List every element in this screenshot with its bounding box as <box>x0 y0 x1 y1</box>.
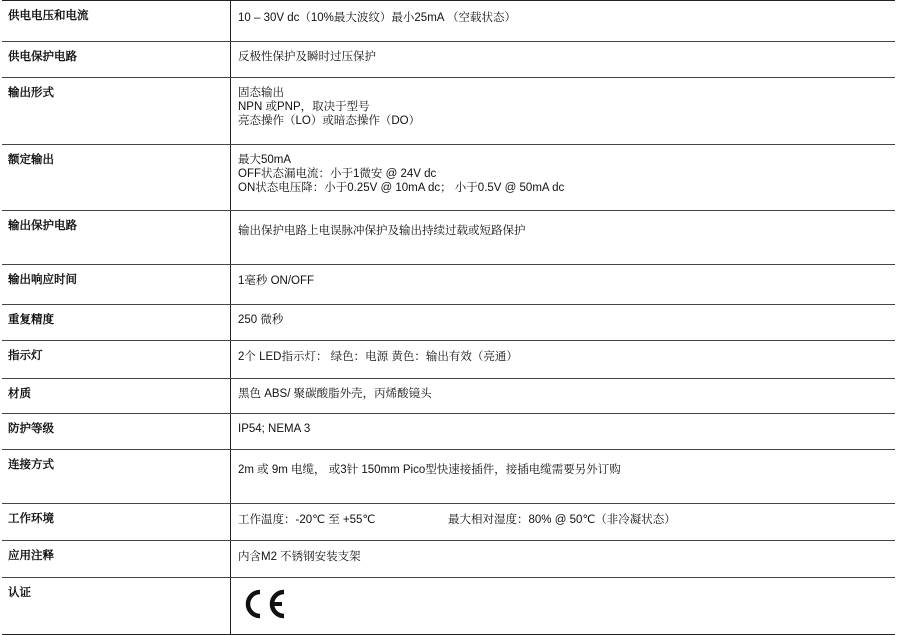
spec-value <box>231 414 896 450</box>
table-row <box>2 265 895 305</box>
table-row <box>2 305 895 341</box>
spec-label: 材质 <box>2 379 231 414</box>
spec-label: 供电电压和电流 <box>2 1 231 42</box>
spec-value <box>231 305 896 341</box>
spec-value-line: 最大50mA <box>238 154 292 166</box>
spec-value <box>231 578 896 635</box>
spec-label: 输出形式 <box>2 78 231 145</box>
spec-value <box>231 145 896 211</box>
spec-label: 输出响应时间 <box>2 265 231 305</box>
spec-label: 应用注释 <box>2 541 231 578</box>
spec-value-line: 黑色 ABS/ 聚碳酸脂外壳，丙烯酸镜头 <box>238 388 432 400</box>
table-row <box>2 341 895 379</box>
ce-mark-icon <box>238 586 294 622</box>
specifications-table <box>2 0 895 635</box>
spec-value-line: 反极性保护及瞬时过压保护 <box>238 51 376 63</box>
application-note: 内含M2 不锈钢安装支架 <box>238 551 361 563</box>
table-row <box>2 379 895 414</box>
table-row <box>2 414 895 450</box>
spec-value-line: 10 – 30V dc（10%最大波纹）最小25mA （空载状态） <box>238 12 516 24</box>
spec-value-line: 2m 或 9m 电缆， 或3针 150mm Pico型快速接插件，接插电缆需要另外订购 <box>238 464 621 476</box>
table-row <box>2 145 895 211</box>
spec-value <box>231 504 896 541</box>
spec-value-line: 输出保护电路上电误脉冲保护及输出持续过载或短路保护 <box>238 225 526 237</box>
spec-label: 重复精度 <box>2 305 231 341</box>
spec-label: 额定输出 <box>2 145 231 211</box>
spec-value-line: NPN 或PNP，取决于型号 <box>238 101 370 113</box>
spec-value <box>231 42 896 78</box>
spec-label: 连接方式 <box>2 450 231 504</box>
spec-label: 认证 <box>2 578 231 635</box>
spec-value <box>231 541 896 578</box>
spec-value-line: OFF状态漏电流：小于1微安 @ 24V dc <box>238 168 437 180</box>
spec-value <box>231 265 896 305</box>
spec-value-line: 固态输出 <box>238 87 284 99</box>
table-row <box>2 78 895 145</box>
table-row <box>2 450 895 504</box>
spec-value <box>231 1 896 42</box>
spec-value <box>231 78 896 145</box>
spec-value-line: IP54; NEMA 3 <box>238 423 311 435</box>
table-row-certification <box>2 578 895 635</box>
spec-label: 防护等级 <box>2 414 231 450</box>
spec-value <box>231 341 896 379</box>
table-row-environment <box>2 504 895 541</box>
spec-value-line: 1毫秒 ON/OFF <box>238 275 315 287</box>
spec-value <box>231 379 896 414</box>
spec-label: 输出保护电路 <box>2 211 231 265</box>
spec-label: 供电保护电路 <box>2 42 231 78</box>
operating-temperature: 工作温度：-20℃ 至 +55℃ <box>238 514 376 526</box>
spec-value <box>231 450 896 504</box>
spec-value-line: 2个 LED指示灯： 绿色：电源 黄色：输出有效（亮通） <box>238 351 518 363</box>
table-row-notes <box>2 541 895 578</box>
spec-value <box>231 211 896 265</box>
spec-value-line: 亮态操作（LO）或暗态操作（DO） <box>238 115 421 127</box>
spec-value-line: ON状态电压降：小于0.25V @ 10mA dc； 小于0.5V @ 50mA dc <box>238 182 565 194</box>
table-row <box>2 1 895 42</box>
table-row <box>2 211 895 265</box>
relative-humidity: 最大相对湿度：80% @ 50℃（非冷凝状态） <box>448 514 676 526</box>
table-row <box>2 42 895 78</box>
spec-label: 工作环境 <box>2 504 231 541</box>
spec-label: 指示灯 <box>2 341 231 379</box>
spec-value-line: 250 微秒 <box>238 314 284 326</box>
